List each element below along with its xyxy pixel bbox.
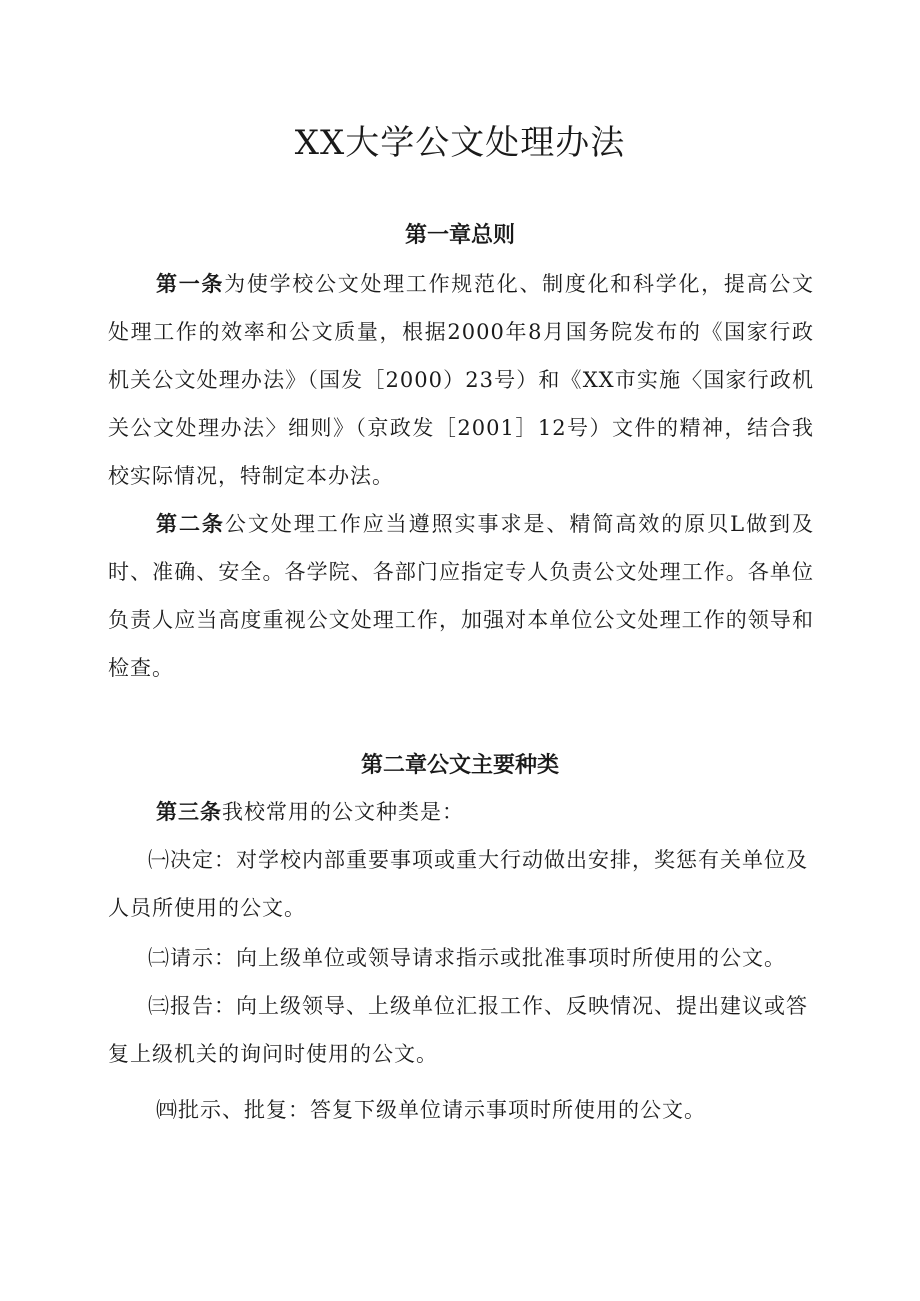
article-3-text: 我校常用的公文种类是： bbox=[222, 800, 464, 824]
article-2-paragraph bbox=[108, 500, 814, 692]
article-3-lead: 第三条 bbox=[156, 799, 222, 824]
list-item: ㈡请示：向上级单位或领导请求指示或批准事项时所使用的公文。 bbox=[148, 946, 786, 970]
chapter-1-heading: 第一章总则 bbox=[404, 222, 515, 248]
article-1-text: 为使学校公文处理工作规范化、制度化和科学化，提高公文处理工作的效率和公文质量，根据2000年8月国务院发布的《国家行政机关公文处理办法》（国发［2000）23号）和《XX市实施〈国家行政机关公文处理办法〉细则》（京政发［2001］12号）文件的精神，结合我校实际情况，特制定本办法。 bbox=[108, 272, 815, 488]
article-1-lead: 第一条 bbox=[156, 271, 225, 296]
list-item: ㈠决定：对学校内部重要事项或重大行动做出安排，奖惩有关单位及人员所使用的公文。 bbox=[108, 848, 808, 920]
article-3-paragraph bbox=[108, 788, 814, 836]
document-title: XX大学公文处理办法 bbox=[294, 123, 626, 163]
list-item: ㈣批示、批复：答复下级单位请示事项时所使用的公文。 bbox=[156, 1098, 706, 1122]
article-2-text: 公文处理工作应当遵照实事求是、精简高效的原贝L做到及时、准确、安全。各学院、各部门应指定专人负责公文处理工作。各单位负责人应当高度重视公文处理工作，加强对本单位公文处理工作的领导和检查。 bbox=[108, 512, 814, 680]
article-2-lead: 第二条 bbox=[156, 511, 225, 536]
article-1-paragraph bbox=[108, 260, 814, 500]
list-item: ㈢报告：向上级领导、上级单位汇报工作、反映情况、提出建议或答复上级机关的询问时使用的公文。 bbox=[108, 994, 808, 1066]
chapter-2-heading: 第二章公文主要种类 bbox=[360, 752, 559, 778]
